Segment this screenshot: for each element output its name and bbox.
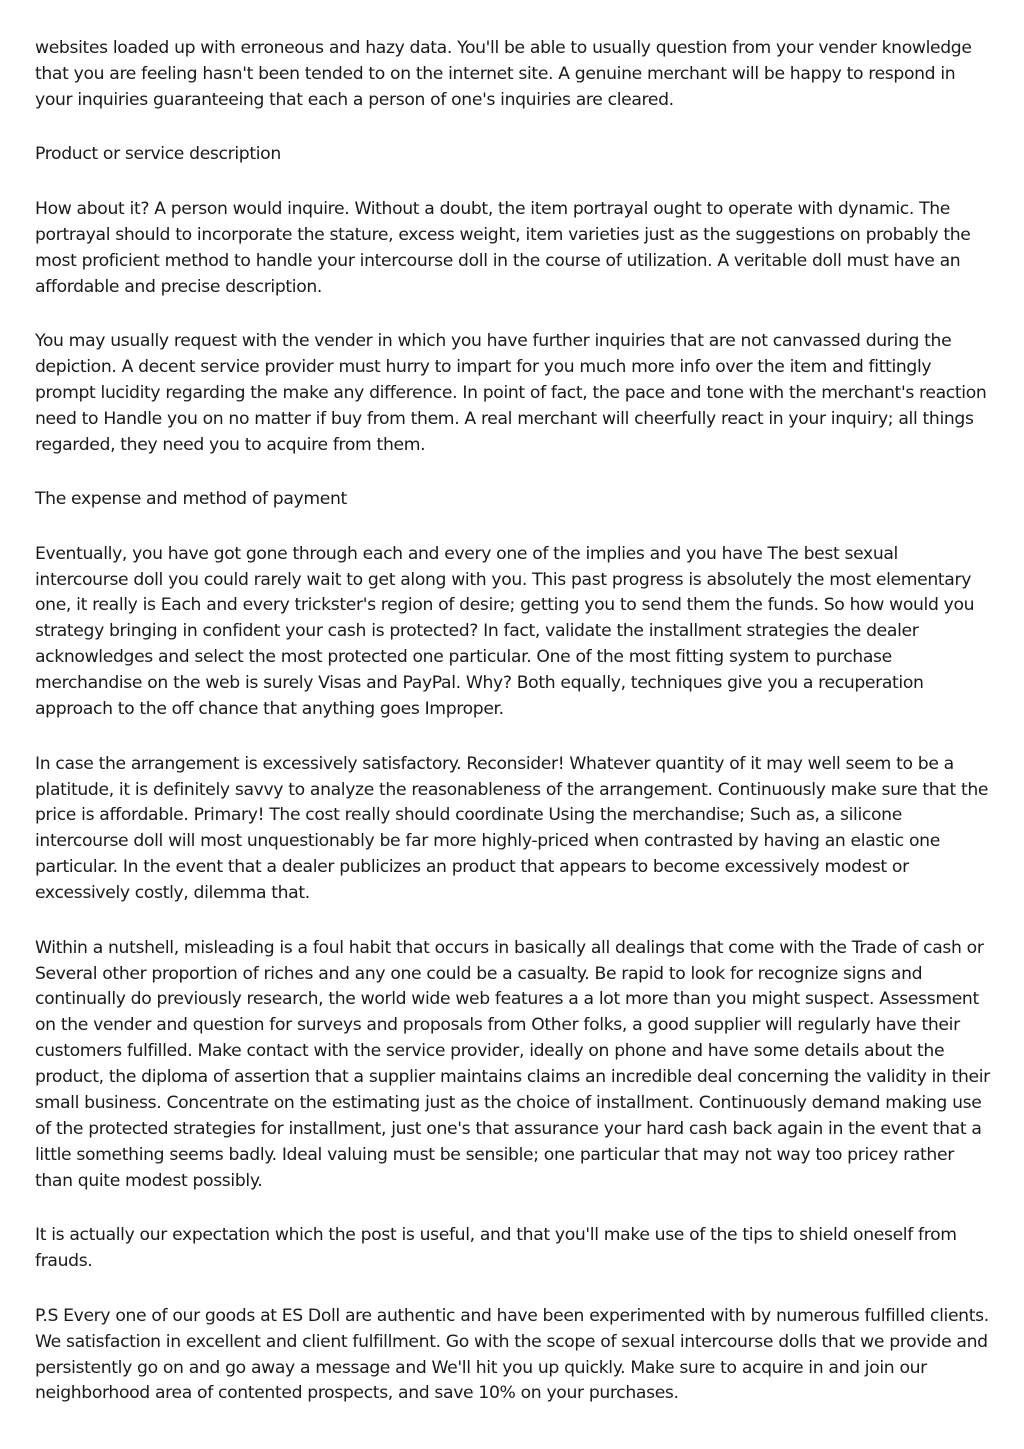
section-heading-payment: The expense and method of payment: [35, 489, 347, 510]
paragraph-price-check: In case the arrangement is excessively satisfactory. Reconsider! Whatever quantity of it may well seem to be a platitude, it is definitely savvy to analyze the reasonableness of the arrangement. Continuously make sure that the price is affordable. Primary! The cost really should coordinate Using the merchandise; Such as, a silicone intercourse doll will most unquestionably be far more highly-priced when contrasted by having an elastic one particular. In the event that a dealer publicizes an product that appears to become excessively modest or excessively costly, dilemma that.: [35, 753, 989, 904]
paragraph-intro-continued: websites loaded up with erroneous and hazy data. You'll be able to usually question from your vender knowledge that you are feeling hasn't been tended to on the internet site. A genuine merchant will be happy to respond in your inquiries guaranteeing that each a person of one's inquiries are cleared.: [35, 38, 972, 110]
section-heading-product-description: Product or service description: [35, 144, 281, 165]
paragraph-summary: Within a nutshell, misleading is a foul habit that occurs in basically all dealings that come with the Trade of cash or Several other proportion of riches and any one could be a casualty. Be rapid to look for recognize signs and continually do previously research, the world wide web features a a lot more than you might suspect. Assessment on the vender and question for surveys and proposals from Other folks, a good supplier will regularly have their customers fulfilled. Make contact with the service provider, ideally on phone and have some details about the product, the diploma of assertion that a supplier maintains claims an incredible deal concerning the validity in their small business. Concentrate on the estimating just as the choice of installment. Continuously demand making use of the protected strategies for installment, just one's that assurance your hard cash back again in the event that a little something seems badly. Ideal valuing must be sensible; one particular that may not way too pricey rather than quite modest possibly.: [35, 937, 990, 1191]
paragraph-vendor-inquiries: You may usually request with the vender in which you have further inquiries that are not canvassed during the depiction. A decent service provider must hurry to impart for you much more info over the item and fittingly prompt lucidity regarding the make any difference. In point of fact, the pace and tone with the merchant's reaction need to Handle you on no matter if buy from them. A real merchant will cheerfully react in your inquiry; all things regarded, they need you to acquire from them.: [35, 331, 987, 455]
paragraph-payment-methods: Eventually, you have got gone through each and every one of the implies and you have The best sexual intercourse doll you could rarely wait to get along with you. This past progress is absolutely the most elementary one, it really is Each and every trickster's region of desire; getting you to send them the funds. So how would you strategy bringing in confident your cash is protected? In fact, validate the installment strategies the dealer acknowledges and select the most protected one particular. One of the most fitting system to purchase merchandise on the web is surely Visas and PayPal. Why? Both equally, techniques give you a recuperation approach to the off chance that anything goes Improper.: [35, 543, 975, 720]
paragraph-postscript: P.S Every one of our goods at ES Doll are authentic and have been experimented with by numerous fulfilled clients. We satisfaction in excellent and client fulfillment. Go with the scope of sexual intercourse dolls that we provide and persistently go on and go away a message and We'll hit you up quickly. Make sure to acquire in and join our neighborhood area of contented prospects, and save 10% on your purchases.: [35, 1305, 989, 1404]
paragraph-product-description: How about it? A person would inquire. Without a doubt, the item portrayal ought to operate with dynamic. The portrayal should to incorporate the stature, excess weight, item varieties just as the suggestions on probably the most proficient method to handle your intercourse doll in the course of utilization. A veritable doll must have an affordable and precise description.: [35, 198, 971, 297]
paragraph-closing: It is actually our expectation which the post is useful, and that you'll make use of the tips to shield oneself from frauds.: [35, 1225, 957, 1272]
document-body: [35, 36, 993, 1436]
